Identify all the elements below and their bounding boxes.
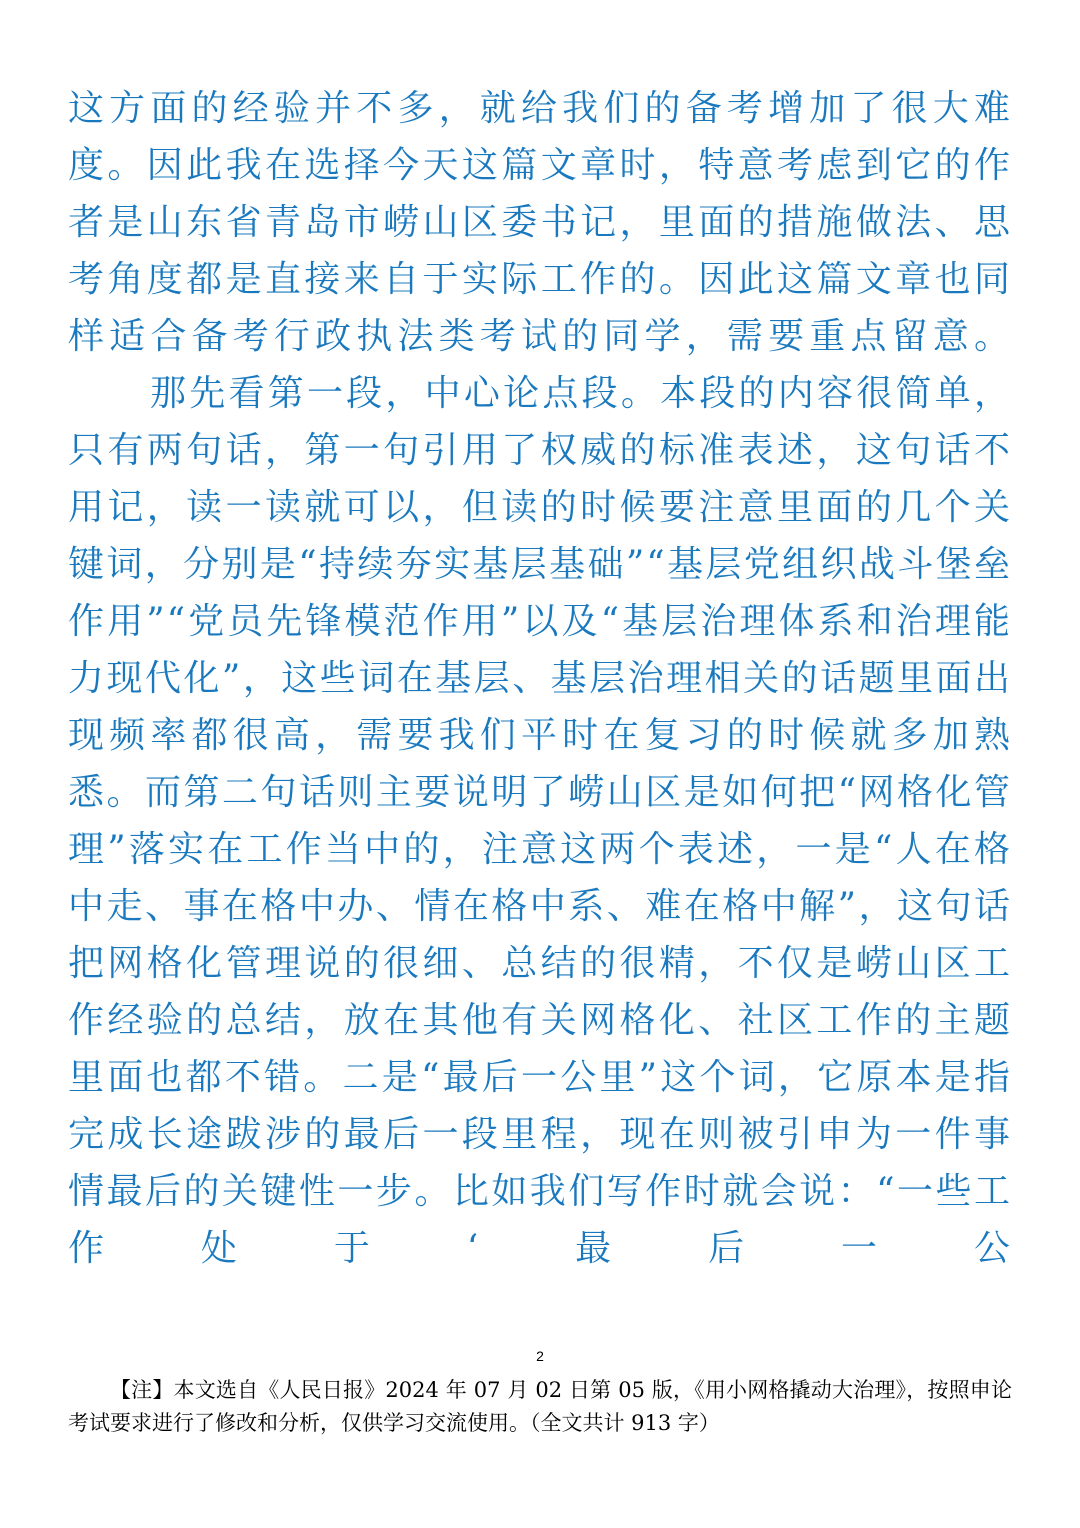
page-number: 2 [536, 1348, 544, 1364]
paragraph-continued: 这方面的经验并不多，就给我们的备考增加了很大难度。因此我在选择今天这篇文章时，特意考虑到它的作者是山东省青岛市崂山区委书记，里面的措施做法、思考角度都是直接来自于实际工作的。因此这篇文章也同样适合备考行政执法类考试的同学，需要重点留意。 [68, 88, 1012, 357]
paragraph-first-section-analysis: 那先看第一段，中心论点段。本段的内容很简单，只有两句话，第一句引用了权威的标准表述，这句话不用记，读一读就可以，但读的时候要注意里面的几个关键词，分别是“持续夯实基层基础”“基层党组织战斗堡垒作用”“党员先锋模范作用”以及“基层治理体系和治理能力现代化”，这些词在基层、基层治理相关的话题里面出现频率都很高，需要我们平时在复习的时候就多加熟悉。而第二句话则主要说明了崂山区是如何把“网格化管理”落实在工作当中的，注意这两个表述，一是“人在格中走、事在格中办、情在格中系、难在格中解”，这句话把网格化管理说的很细、总结的很精，不仅是崂山区工作经验的总结，放在其他有关网格化、社区工作的主题里面也都不错。二是“最后一公里”这个词，它原本是指完成长途跋涉的最后一段里程，现在则被引申为一件事情最后的关键性一步。比如我们写作时就会说：“一些工作处于‘最后一公 [68, 373, 1012, 1269]
article-body [68, 80, 1012, 1277]
source-note-text: 【注】本文选自《人民日报》2024 年 07 月 02 日第 05 版，《用小网格撬动大治理》，按照申论考试要求进行了修改和分析，仅供学习交流使用。（全文共计 913 字） [68, 1378, 1012, 1435]
source-note [68, 1374, 1012, 1440]
